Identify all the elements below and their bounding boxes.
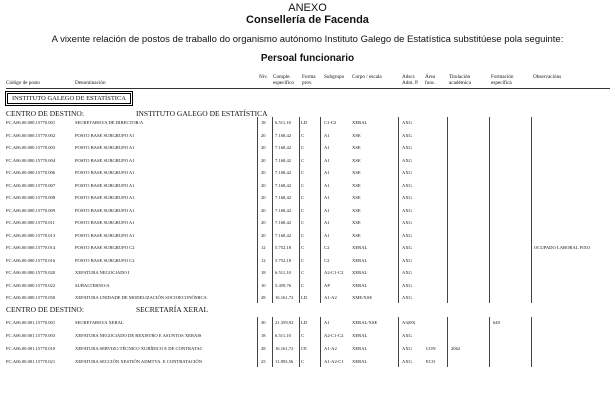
cell-corpo: XSE bbox=[352, 132, 361, 138]
cell-code: FC.A06.00.000.15770.008 bbox=[6, 195, 56, 200]
cell-niv: 28 bbox=[261, 295, 266, 300]
cell-code: FC.A06.00.000.15770.011 bbox=[6, 220, 55, 225]
cell-comp: 7.168,42 bbox=[275, 145, 292, 150]
cell-comp: 7.168,42 bbox=[275, 195, 292, 200]
cell-obs: OCUPADO LABORAL FIXO bbox=[534, 245, 591, 250]
table-row bbox=[0, 129, 615, 142]
cell-area: ECO bbox=[426, 359, 436, 364]
table-row bbox=[0, 355, 615, 368]
table-row bbox=[0, 166, 615, 179]
column-divider bbox=[272, 117, 273, 303]
cell-name: SECRETARIO/A DE DIRECTOR/A bbox=[75, 120, 144, 125]
column-divider bbox=[299, 117, 300, 303]
cell-forma: C bbox=[301, 170, 305, 175]
cell-name: XEFATURA NEGOCIADO I bbox=[75, 270, 130, 275]
cell-sub: A1 bbox=[324, 170, 330, 175]
column-divider bbox=[531, 317, 532, 367]
table-row bbox=[0, 204, 615, 217]
annex-title: ANEXO bbox=[288, 2, 327, 14]
cell-sub: A1-A2-C1 bbox=[324, 359, 344, 364]
centro-destino-name: INSTITUTO GALEGO DE ESTATÍSTICA bbox=[136, 109, 268, 118]
cell-sub: A1 bbox=[324, 232, 330, 238]
cell-forma: C bbox=[301, 245, 305, 250]
cell-niv: 18 bbox=[261, 333, 266, 338]
cell-code: FC.A06.00.000.15770.016 bbox=[6, 257, 56, 263]
cell-adm: AXG bbox=[402, 120, 412, 125]
cell-niv: 12 bbox=[261, 245, 266, 250]
cell-comp: 11.893,56 bbox=[275, 359, 294, 364]
cell-sub: A1 bbox=[324, 195, 330, 200]
cell-name: POSTO BASE SUBGRUPO A1 bbox=[75, 157, 135, 163]
cell-name: XEFATURA SECCIÓN XESTIÓN ADMTVA. E CONTRATACIÓN bbox=[75, 359, 203, 364]
cell-forma: LD bbox=[301, 120, 308, 125]
table-row bbox=[0, 229, 615, 242]
cell-adm: AXG bbox=[402, 207, 412, 213]
cell-corpo: XERAL bbox=[352, 346, 368, 351]
column-divider bbox=[489, 117, 490, 303]
cell-code: FC.A06.00.000.15770.009 bbox=[6, 207, 56, 213]
cell-niv: 20 bbox=[261, 207, 266, 213]
cell-forma: C bbox=[301, 157, 305, 163]
cell-forma: CE bbox=[301, 346, 307, 351]
col-header-corps: Corpo / escala bbox=[352, 74, 382, 80]
cell-niv: 20 bbox=[261, 170, 266, 175]
col-header-subgroup: Subgrupo bbox=[324, 74, 345, 80]
cell-adm: AXG bbox=[402, 346, 412, 351]
section-title: Persoal funcionario bbox=[260, 53, 355, 64]
cell-adm: AXG bbox=[402, 220, 412, 225]
column-divider bbox=[320, 117, 321, 303]
cell-adm: AXG bbox=[402, 182, 412, 188]
cell-niv: 20 bbox=[261, 195, 266, 200]
cell-sub: A2-C1-C2 bbox=[324, 333, 344, 338]
cell-comp: 6.511,10 bbox=[275, 270, 291, 275]
cell-adm: AXG bbox=[402, 295, 412, 300]
cell-comp: 21.359,92 bbox=[275, 320, 294, 325]
centro-destino-label: CENTRO DE DESTINO: bbox=[6, 109, 84, 118]
cell-adm: AXG bbox=[402, 232, 412, 238]
cell-code: FC.A06.00.000.15770.013 bbox=[6, 232, 56, 238]
cell-forma: C bbox=[301, 132, 305, 138]
col-header-complement: Comple. específico bbox=[273, 74, 295, 86]
cell-corpo: XERAL bbox=[352, 333, 368, 338]
cell-name: XEFATURA SERVIZO TÉCNICO XURÍDICO E DE CONTRATAC bbox=[75, 346, 203, 351]
centro-destino-name: SECRETARÍA XERAL bbox=[136, 305, 209, 314]
cell-name: POSTO BASE SUBGRUPO A1 bbox=[75, 220, 135, 225]
cell-sub: A2-C1-C2 bbox=[324, 270, 344, 275]
column-divider bbox=[398, 317, 399, 367]
cell-adm: AXG bbox=[402, 195, 412, 200]
cell-corpo: XERAL bbox=[352, 270, 368, 275]
cell-niv: 12 bbox=[261, 257, 266, 263]
cell-code: FC.A06.00.001.15770.010 bbox=[6, 346, 56, 351]
cell-niv: 10 bbox=[261, 282, 266, 288]
cell-forma: C bbox=[301, 220, 305, 225]
col-header-level: Niv. bbox=[259, 74, 268, 80]
cell-comp: 16.161,72 bbox=[275, 295, 294, 300]
cell-corpo: XSE bbox=[352, 220, 361, 225]
cell-sub: A1-A2 bbox=[324, 346, 337, 351]
cell-corpo: XERAL bbox=[352, 359, 368, 364]
cell-sub: C2 bbox=[324, 245, 330, 250]
table-row bbox=[0, 329, 615, 342]
cell-sub: A1 bbox=[324, 132, 330, 138]
table-row bbox=[0, 266, 615, 279]
cell-name: XEFATURA UNIDADE DE MODELIZACIÓN SOCIOECONÓMICA bbox=[75, 295, 207, 300]
cell-comp: 7.168,42 bbox=[275, 170, 292, 175]
cell-code: FC.A06.00.000.15770.007 bbox=[6, 182, 56, 188]
table-row bbox=[0, 342, 615, 355]
table-row bbox=[0, 241, 615, 254]
cell-comp: 7.168,42 bbox=[275, 157, 292, 163]
column-divider bbox=[320, 317, 321, 367]
cell-forma: C bbox=[301, 257, 305, 263]
cell-name: POSTO BASE SUBGRUPO A1 bbox=[75, 132, 135, 138]
col-header-form: Forma prov. bbox=[302, 74, 316, 86]
column-divider bbox=[489, 317, 490, 367]
cell-name: SECRETARIO/A XERAL bbox=[75, 320, 124, 325]
cell-adm: AXG bbox=[402, 132, 412, 138]
cell-corpo: XSE bbox=[352, 232, 361, 238]
cell-sub: A1 bbox=[324, 182, 330, 188]
cell-adm: AXG bbox=[402, 157, 412, 163]
cell-code: FC.A06.00.001.15770.003 bbox=[6, 333, 56, 338]
column-divider bbox=[531, 117, 532, 303]
col-header-area: Área func. bbox=[425, 74, 436, 86]
centro-destino-label: CENTRO DE DESTINO: bbox=[6, 305, 84, 314]
col-header-adm: Adscr. Adm. P. bbox=[402, 74, 419, 86]
cell-comp: 6.511,10 bbox=[275, 120, 291, 125]
cell-comp: 7.168,42 bbox=[275, 207, 292, 213]
cell-forma: LD bbox=[301, 295, 308, 300]
column-divider bbox=[447, 317, 448, 367]
cell-tit: 2062 bbox=[451, 346, 461, 351]
column-divider bbox=[447, 117, 448, 303]
table-row bbox=[0, 291, 615, 304]
cell-code: FC.A06.00.000.15770.003 bbox=[6, 145, 56, 150]
cell-code: FC.A06.00.000.15770.002 bbox=[6, 132, 56, 138]
cell-niv: 18 bbox=[261, 270, 266, 275]
cell-niv: 20 bbox=[261, 182, 266, 188]
cell-comp: 6.511,10 bbox=[275, 333, 291, 338]
cell-sub: A1 bbox=[324, 145, 330, 150]
cell-sub: C1-C2 bbox=[324, 120, 337, 125]
cell-niv: 30 bbox=[261, 320, 266, 325]
table-row bbox=[0, 254, 615, 267]
col-header-training: Formación específica bbox=[491, 74, 514, 86]
cell-comp: 5.752,18 bbox=[275, 245, 292, 250]
cell-corpo: XSE bbox=[352, 170, 361, 175]
column-divider bbox=[299, 317, 300, 367]
table-row bbox=[0, 316, 615, 329]
cell-name: POSTO BASE SUBGRUPO A1 bbox=[75, 145, 135, 150]
cell-sub: A1 bbox=[324, 207, 330, 213]
cell-niv: 18 bbox=[261, 120, 266, 125]
cell-corpo: XSE bbox=[352, 207, 361, 213]
col-header-titulation: Titulación académica bbox=[449, 74, 471, 86]
cell-niv: 20 bbox=[261, 145, 266, 150]
column-divider bbox=[257, 317, 258, 367]
cell-code: FC.A06.00.000.15770.022 bbox=[6, 282, 56, 288]
cell-code: FC.A06.00.000.15770.006 bbox=[6, 170, 56, 175]
cell-forma: C bbox=[301, 333, 305, 338]
column-divider bbox=[257, 117, 258, 303]
cell-name: SUBALTERNO/A bbox=[75, 282, 110, 288]
cell-corpo: XERAL bbox=[352, 245, 368, 250]
cell-comp: 5.752,18 bbox=[275, 257, 292, 263]
cell-code: FC.A06.00.000.15770.001 bbox=[6, 120, 56, 125]
cell-comp: 5.459,76 bbox=[275, 282, 292, 288]
cell-forma: C bbox=[301, 207, 305, 213]
cell-forma: C bbox=[301, 195, 305, 200]
cell-forma: LD bbox=[301, 320, 308, 325]
cell-corpo: XERAL bbox=[352, 120, 368, 125]
column-divider bbox=[272, 317, 273, 367]
cell-code: FC.A06.00.001.15770.021 bbox=[6, 359, 56, 364]
cell-adm: AXG bbox=[402, 270, 412, 275]
cell-adm: AXG bbox=[402, 170, 412, 175]
cell-niv: 20 bbox=[261, 157, 266, 163]
department-title: Consellería de Facenda bbox=[246, 14, 369, 26]
column-divider bbox=[398, 117, 399, 303]
cell-name: POSTO BASE SUBGRUPO C2 bbox=[75, 257, 135, 263]
cell-corpo: XERAL/XSE bbox=[352, 320, 378, 325]
cell-code: FC.A06.00.000.15770.014 bbox=[6, 245, 56, 250]
cell-form: 640 bbox=[493, 320, 500, 325]
cell-adm: AXG bbox=[402, 359, 412, 364]
cell-corpo: XERAL bbox=[352, 257, 368, 263]
cell-adm: AXG bbox=[402, 282, 412, 288]
table-row bbox=[0, 141, 615, 154]
col-header-notes: Observacións bbox=[533, 74, 562, 80]
cell-name: POSTO BASE SUBGRUPO A1 bbox=[75, 232, 135, 238]
cell-niv: 20 bbox=[261, 232, 266, 238]
header-rule bbox=[6, 88, 610, 89]
col-header-name: Denominación bbox=[75, 80, 106, 86]
cell-code: FC.A06.00.001.15770.001 bbox=[6, 320, 56, 325]
cell-forma: C bbox=[301, 270, 305, 275]
intro-text: A vixente relación de postos de traballo do organismo autónomo Instituto Galego de Estatística substitúese pola seguinte: bbox=[51, 34, 564, 45]
cell-adm: AXG bbox=[402, 333, 412, 338]
table-row bbox=[0, 279, 615, 292]
table-row bbox=[0, 179, 615, 192]
cell-code: FC.A06.00.000.15770.020 bbox=[6, 270, 56, 275]
cell-sub: AP bbox=[324, 282, 330, 288]
cell-name: POSTO BASE SUBGRUPO C2 bbox=[75, 245, 135, 250]
cell-forma: C bbox=[301, 359, 305, 364]
cell-forma: C bbox=[301, 282, 305, 288]
table-row bbox=[0, 154, 615, 167]
cell-adm: AXG bbox=[402, 245, 412, 250]
institution-box: INSTITUTO GALEGO DE ESTATÍSTICA bbox=[7, 93, 131, 104]
cell-adm: A3(00) bbox=[402, 320, 416, 325]
cell-adm: AXG bbox=[402, 257, 412, 263]
cell-adm: AXG bbox=[402, 145, 412, 150]
cell-comp: 7.168,42 bbox=[275, 220, 292, 225]
cell-niv: 25 bbox=[261, 359, 266, 364]
cell-comp: 7.168,42 bbox=[275, 182, 292, 188]
cell-forma: C bbox=[301, 182, 305, 188]
cell-name: POSTO BASE SUBGRUPO A1 bbox=[75, 182, 135, 188]
cell-area: CON bbox=[426, 346, 436, 351]
cell-code: FC.A06.00.000.15770.050 bbox=[6, 295, 56, 300]
cell-corpo: XSE bbox=[352, 195, 361, 200]
cell-corpo: XSE bbox=[352, 157, 361, 163]
cell-corpo: XSE bbox=[352, 182, 361, 188]
cell-forma: C bbox=[301, 145, 305, 150]
cell-name: POSTO BASE SUBGRUPO A1 bbox=[75, 195, 135, 200]
cell-forma: C bbox=[301, 232, 305, 238]
cell-name: XEFATURA NEGOCIADO DE REXISTRO E ASUNTOS XERAIS bbox=[75, 333, 202, 338]
table-row bbox=[0, 216, 615, 229]
cell-comp: 16.161,72 bbox=[275, 346, 294, 351]
cell-comp: 7.168,42 bbox=[275, 232, 292, 238]
cell-comp: 7.168,42 bbox=[275, 132, 292, 138]
col-header-code: Código de posto bbox=[6, 80, 41, 86]
cell-name: POSTO BASE SUBGRUPO A1 bbox=[75, 207, 135, 213]
cell-code: FC.A06.00.000.15770.004 bbox=[6, 157, 56, 163]
cell-name: POSTO BASE SUBGRUPO A1 bbox=[75, 170, 135, 175]
cell-sub: A1-A2 bbox=[324, 295, 337, 300]
cell-niv: 28 bbox=[261, 346, 266, 351]
table-row bbox=[0, 191, 615, 204]
table-row bbox=[0, 116, 615, 129]
cell-niv: 20 bbox=[261, 220, 266, 225]
cell-niv: 20 bbox=[261, 132, 266, 138]
cell-corpo: XERAL bbox=[352, 282, 368, 288]
cell-sub: A1 bbox=[324, 320, 330, 325]
cell-sub: A1 bbox=[324, 157, 330, 163]
cell-corpo: XME/XSE bbox=[352, 295, 373, 300]
cell-sub: A1 bbox=[324, 220, 330, 225]
cell-corpo: XSE bbox=[352, 145, 361, 150]
cell-sub: C2 bbox=[324, 257, 330, 263]
